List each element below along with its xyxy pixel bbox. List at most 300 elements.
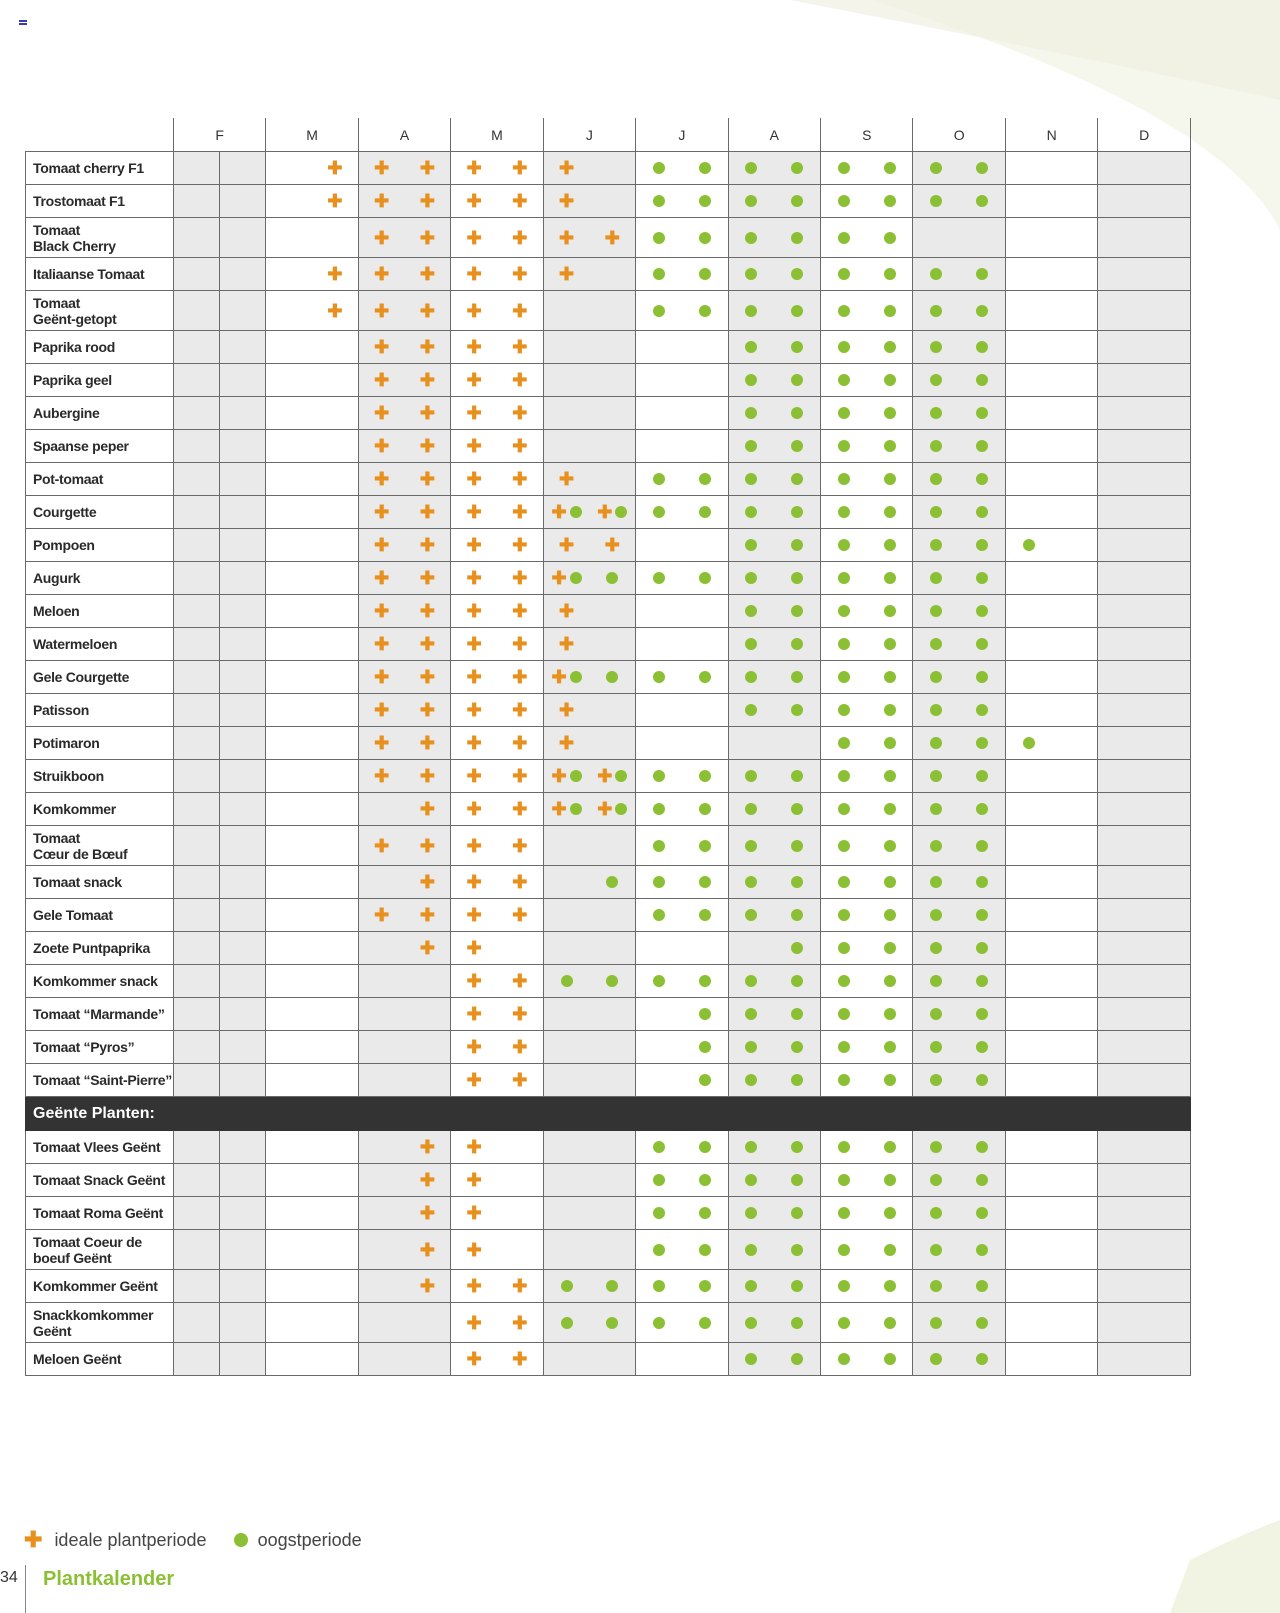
harvest-marker (838, 942, 850, 954)
calendar-cell (728, 826, 774, 866)
harvest-marker (615, 803, 627, 815)
calendar-cell (358, 463, 404, 496)
calendar-cell (589, 793, 635, 826)
calendar-cell (913, 1303, 959, 1343)
plant-name: Meloen (26, 595, 174, 628)
calendar-cell (1144, 1164, 1190, 1197)
calendar-cell (1098, 866, 1144, 899)
calendar-cell (867, 694, 913, 727)
harvest-marker (884, 605, 896, 617)
harvest-marker (745, 1353, 757, 1365)
calendar-cell (358, 1064, 404, 1097)
calendar-cell (451, 998, 497, 1031)
plant-marker: ✚ (419, 469, 435, 489)
harvest-marker (884, 440, 896, 452)
calendar-cell (867, 866, 913, 899)
harvest-marker (976, 909, 988, 921)
calendar-cell (728, 1197, 774, 1230)
harvest-marker (653, 1141, 665, 1153)
calendar-cell (451, 258, 497, 291)
harvest-marker (561, 1280, 573, 1292)
plant-name: Struikboon (26, 760, 174, 793)
calendar-cell (589, 331, 635, 364)
calendar-cell (220, 1197, 266, 1230)
calendar-cell (728, 1064, 774, 1097)
calendar-cell (774, 628, 820, 661)
plant-marker: ✚ (466, 667, 482, 687)
calendar-cell (821, 628, 867, 661)
calendar-cell (774, 661, 820, 694)
calendar-cell (1052, 364, 1098, 397)
calendar-cell (1005, 727, 1051, 760)
calendar-cell (1052, 1197, 1098, 1230)
calendar-cell (266, 793, 312, 826)
harvest-marker (976, 671, 988, 683)
plant-marker: ✚ (419, 766, 435, 786)
plant-marker: ✚ (419, 568, 435, 588)
calendar-cell (358, 1131, 404, 1164)
harvest-marker (930, 341, 942, 353)
harvest-marker (606, 671, 618, 683)
plant-marker: ✚ (466, 158, 482, 178)
calendar-cell (959, 152, 1005, 185)
calendar-cell (589, 1197, 635, 1230)
calendar-cell (913, 866, 959, 899)
plant-row (26, 727, 1191, 760)
harvest-marker (570, 803, 582, 815)
calendar-cell (266, 291, 312, 331)
plant-marker: ✚ (419, 601, 435, 621)
plant-marker: ✚ (551, 502, 567, 522)
plant-marker: ✚ (374, 158, 390, 178)
harvest-marker (791, 539, 803, 551)
calendar-cell (913, 496, 959, 529)
harvest-marker (838, 341, 850, 353)
calendar-cell (821, 185, 867, 218)
harvest-marker (791, 268, 803, 280)
calendar-cell (312, 727, 358, 760)
harvest-marker (838, 1244, 850, 1256)
calendar-cell (266, 965, 312, 998)
harvest-marker (606, 876, 618, 888)
plant-name: Gele Courgette (26, 661, 174, 694)
harvest-marker (838, 840, 850, 852)
calendar-cell (589, 562, 635, 595)
calendar-cell (1144, 218, 1190, 258)
harvest-marker (699, 975, 711, 987)
calendar-cell (821, 866, 867, 899)
calendar-cell (728, 258, 774, 291)
plant-marker: ✚ (466, 766, 482, 786)
plant-row (26, 760, 1191, 793)
harvest-marker (561, 975, 573, 987)
calendar-cell (173, 661, 219, 694)
calendar-cell (867, 430, 913, 463)
plant-marker: ✚ (559, 191, 575, 211)
calendar-cell (913, 364, 959, 397)
calendar-cell (1144, 397, 1190, 430)
calendar-cell (636, 595, 682, 628)
harvest-marker (791, 671, 803, 683)
calendar-cell (358, 185, 404, 218)
calendar-cell (173, 694, 219, 727)
calendar-cell (821, 331, 867, 364)
calendar-cell (312, 1270, 358, 1303)
harvest-marker (884, 942, 896, 954)
plant-marker: ✚ (512, 634, 528, 654)
calendar-cell (1144, 291, 1190, 331)
calendar-cell (774, 1164, 820, 1197)
calendar-cell (959, 1197, 1005, 1230)
calendar-cell (913, 727, 959, 760)
calendar-cell (220, 760, 266, 793)
calendar-cell (1005, 218, 1051, 258)
harvest-marker (561, 1317, 573, 1329)
plant-marker: ✚ (374, 835, 390, 856)
harvest-marker (791, 572, 803, 584)
calendar-cell (358, 899, 404, 932)
calendar-cell (959, 258, 1005, 291)
harvest-marker (699, 162, 711, 174)
plant-marker: ✚ (559, 227, 575, 248)
harvest-marker (884, 638, 896, 650)
calendar-cell (913, 1064, 959, 1097)
calendar-cell (774, 1197, 820, 1230)
calendar-cell (913, 932, 959, 965)
calendar-cell (312, 694, 358, 727)
calendar-cell (451, 932, 497, 965)
calendar-cell (451, 1270, 497, 1303)
harvest-marker (570, 506, 582, 518)
calendar-cell (774, 866, 820, 899)
calendar-cell (774, 932, 820, 965)
calendar-cell (266, 595, 312, 628)
plant-marker: ✚ (512, 403, 528, 423)
calendar-cell (913, 152, 959, 185)
calendar-cell (1052, 694, 1098, 727)
calendar-cell (589, 760, 635, 793)
calendar-cell (1052, 866, 1098, 899)
calendar-cell (774, 185, 820, 218)
page-number: 34 (0, 1569, 18, 1586)
calendar-cell (867, 496, 913, 529)
plant-row (26, 529, 1191, 562)
calendar-cell (1098, 965, 1144, 998)
plant-marker: ✚ (466, 1137, 482, 1157)
footer-divider (25, 1565, 26, 1613)
harvest-marker (884, 374, 896, 386)
plant-marker: ✚ (512, 227, 528, 248)
calendar-cell (543, 430, 589, 463)
plant-marker: ✚ (512, 872, 528, 892)
calendar-cell (959, 932, 1005, 965)
calendar-cell (266, 496, 312, 529)
calendar-cell (1098, 1164, 1144, 1197)
harvest-marker (653, 1317, 665, 1329)
calendar-cell (913, 661, 959, 694)
harvest-marker (570, 671, 582, 683)
calendar-cell (1005, 1197, 1051, 1230)
plant-row (26, 866, 1191, 899)
harvest-marker (745, 473, 757, 485)
calendar-cell (1052, 965, 1098, 998)
calendar-cell (1098, 1031, 1144, 1064)
calendar-cell (220, 463, 266, 496)
plant-marker: ✚ (466, 700, 482, 720)
harvest-marker (653, 876, 665, 888)
calendar-cell (220, 1230, 266, 1270)
calendar-cell (821, 899, 867, 932)
calendar-cell (682, 727, 728, 760)
calendar-cell (1052, 291, 1098, 331)
calendar-cell (728, 760, 774, 793)
calendar-cell (497, 998, 543, 1031)
calendar-cell (1052, 218, 1098, 258)
harvest-marker (838, 268, 850, 280)
calendar-cell (451, 1164, 497, 1197)
harvest-marker (976, 605, 988, 617)
calendar-cell (913, 694, 959, 727)
calendar-cell (1052, 1343, 1098, 1376)
plant-name: Italiaanse Tomaat (26, 258, 174, 291)
harvest-marker (699, 473, 711, 485)
calendar-cell (497, 364, 543, 397)
calendar-cell (173, 218, 219, 258)
plant-marker: ✚ (374, 733, 390, 753)
calendar-cell (1052, 430, 1098, 463)
calendar-cell (774, 463, 820, 496)
calendar-cell (451, 529, 497, 562)
calendar-cell (358, 291, 404, 331)
calendar-cell (636, 1303, 682, 1343)
calendar-cell (959, 364, 1005, 397)
harvest-marker (699, 1041, 711, 1053)
calendar-cell (405, 397, 451, 430)
harvest-marker (930, 1141, 942, 1153)
calendar-cell (358, 1031, 404, 1064)
harvest-marker (791, 605, 803, 617)
calendar-cell (1005, 1031, 1051, 1064)
calendar-cell (497, 628, 543, 661)
harvest-marker (653, 1174, 665, 1186)
harvest-marker (884, 1141, 896, 1153)
harvest-marker (838, 737, 850, 749)
plant-marker: ✚ (419, 227, 435, 248)
calendar-cell (1005, 496, 1051, 529)
calendar-cell (959, 463, 1005, 496)
harvest-marker (791, 975, 803, 987)
calendar-cell (497, 1064, 543, 1097)
calendar-cell (1098, 463, 1144, 496)
harvest-marker (884, 232, 896, 244)
plant-marker: ✚ (419, 835, 435, 856)
calendar-cell (1005, 331, 1051, 364)
harvest-marker (838, 440, 850, 452)
plant-name: Komkommer Geënt (26, 1270, 174, 1303)
plant-marker: ✚ (466, 1170, 482, 1190)
calendar-cell (913, 998, 959, 1031)
plant-marker: ✚ (512, 568, 528, 588)
harvest-marker (699, 1207, 711, 1219)
calendar-cell (312, 628, 358, 661)
plant-name: Paprika rood (26, 331, 174, 364)
calendar-cell (312, 185, 358, 218)
calendar-cell (589, 364, 635, 397)
plant-row (26, 826, 1191, 866)
calendar-cell (867, 218, 913, 258)
plant-marker: ✚ (419, 733, 435, 753)
harvest-marker (976, 1207, 988, 1219)
plant-marker: ✚ (466, 971, 482, 991)
calendar-cell (543, 1031, 589, 1064)
harvest-marker (838, 473, 850, 485)
calendar-cell (173, 932, 219, 965)
calendar-cell (1052, 463, 1098, 496)
plant-row (26, 932, 1191, 965)
calendar-cell (867, 932, 913, 965)
plant-marker: ✚ (419, 938, 435, 958)
harvest-marker (930, 1008, 942, 1020)
calendar-cell (959, 899, 1005, 932)
calendar-cell (589, 1031, 635, 1064)
calendar-cell (774, 496, 820, 529)
harvest-marker (653, 1280, 665, 1292)
plant-marker: ✚ (512, 436, 528, 456)
plant-marker: ✚ (466, 227, 482, 248)
harvest-marker (930, 305, 942, 317)
plant-row (26, 1131, 1191, 1164)
plant-marker: ✚ (466, 1276, 482, 1296)
harvest-marker (745, 268, 757, 280)
plant-name: Tomaat Black Cherry (26, 218, 174, 258)
calendar-cell (867, 291, 913, 331)
harvest-marker (930, 876, 942, 888)
calendar-cell (636, 529, 682, 562)
calendar-cell (173, 529, 219, 562)
calendar-cell (358, 397, 404, 430)
calendar-cell (358, 529, 404, 562)
harvest-marker (653, 473, 665, 485)
harvest-marker (791, 840, 803, 852)
calendar-cell (405, 727, 451, 760)
plant-name: Meloen Geënt (26, 1343, 174, 1376)
calendar-cell (636, 965, 682, 998)
calendar-cell (220, 185, 266, 218)
plant-marker: ✚ (419, 700, 435, 720)
calendar-cell (497, 826, 543, 866)
calendar-cell (173, 185, 219, 218)
calendar-cell (220, 1131, 266, 1164)
calendar-cell (728, 529, 774, 562)
calendar-cell (959, 185, 1005, 218)
calendar-cell (312, 331, 358, 364)
menu-icon[interactable] (19, 20, 27, 27)
calendar-cell (1144, 463, 1190, 496)
calendar-cell (220, 965, 266, 998)
plant-name: Komkommer snack (26, 965, 174, 998)
calendar-cell (405, 760, 451, 793)
calendar-cell (636, 463, 682, 496)
harvest-marker (1023, 737, 1035, 749)
harvest-marker (930, 605, 942, 617)
calendar-cell (867, 595, 913, 628)
calendar-cell (358, 595, 404, 628)
calendar-cell (1098, 364, 1144, 397)
calendar-cell (636, 826, 682, 866)
plant-marker: ✚ (419, 337, 435, 357)
harvest-marker (884, 572, 896, 584)
calendar-cell (173, 998, 219, 1031)
plant-name: Aubergine (26, 397, 174, 430)
harvest-marker (791, 876, 803, 888)
plant-marker: ✚ (559, 733, 575, 753)
plant-marker: ✚ (512, 905, 528, 925)
plant-marker: ✚ (419, 1203, 435, 1223)
calendar-cell (497, 496, 543, 529)
calendar-cell (1144, 152, 1190, 185)
calendar-cell (312, 397, 358, 430)
plant-marker: ✚ (512, 469, 528, 489)
calendar-cell (358, 1230, 404, 1270)
calendar-cell (405, 218, 451, 258)
calendar-cell (405, 694, 451, 727)
calendar-cell (543, 1230, 589, 1270)
harvest-marker (791, 1041, 803, 1053)
harvest-marker (791, 407, 803, 419)
calendar-cell (451, 793, 497, 826)
calendar-cell (589, 185, 635, 218)
harvest-marker (791, 1207, 803, 1219)
plant-marker: ✚ (512, 601, 528, 621)
harvest-marker (838, 539, 850, 551)
calendar-cell (358, 562, 404, 595)
calendar-cell (405, 793, 451, 826)
calendar-cell (173, 331, 219, 364)
calendar-cell (405, 496, 451, 529)
calendar-cell (543, 866, 589, 899)
calendar-cell (543, 899, 589, 932)
calendar-cell (451, 291, 497, 331)
month-header: A (358, 118, 450, 152)
harvest-marker (930, 506, 942, 518)
plant-name: Augurk (26, 562, 174, 595)
calendar-cell (266, 430, 312, 463)
harvest-marker (976, 407, 988, 419)
calendar-cell (497, 1343, 543, 1376)
calendar-cell (1005, 661, 1051, 694)
plant-marker: ✚ (512, 502, 528, 522)
calendar-cell (821, 529, 867, 562)
harvest-marker (653, 232, 665, 244)
calendar-cell (959, 793, 1005, 826)
plant-name: Tomaat Roma Geënt (26, 1197, 174, 1230)
calendar-cell (589, 998, 635, 1031)
calendar-cell (220, 529, 266, 562)
calendar-cell (266, 1303, 312, 1343)
calendar-cell (728, 595, 774, 628)
calendar-cell (358, 866, 404, 899)
calendar-cell (220, 595, 266, 628)
calendar-cell (728, 1303, 774, 1343)
calendar-cell (682, 1230, 728, 1270)
legend (24, 1529, 362, 1551)
calendar-cell (312, 1197, 358, 1230)
harvest-marker (745, 1174, 757, 1186)
calendar-cell (266, 1064, 312, 1097)
calendar-cell (497, 1197, 543, 1230)
harvest-marker (884, 1207, 896, 1219)
calendar-cell (173, 364, 219, 397)
